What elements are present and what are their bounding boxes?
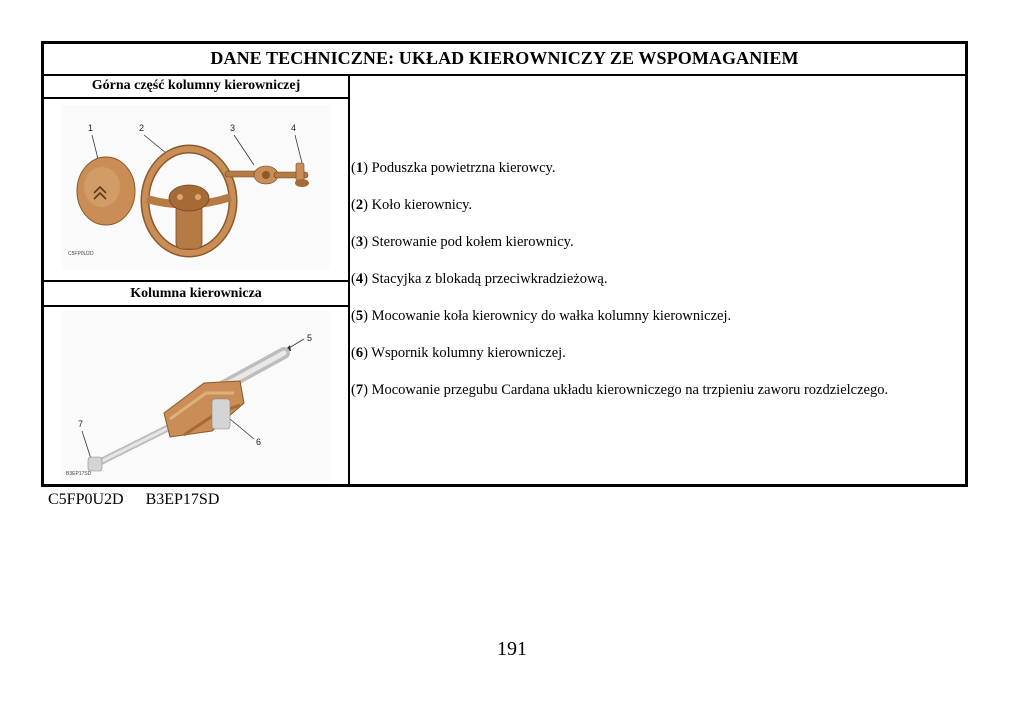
steering-column-illustration (44, 307, 348, 487)
left-column (44, 74, 350, 484)
image-ref-upper: C5FP0U2D (68, 251, 94, 257)
image-ref-column: B3EP17SD (66, 471, 92, 477)
list-item: (3) Sterowanie pod kołem kierownicy. (351, 234, 574, 250)
airbag-drawing (77, 157, 135, 225)
steering-column-caption: Kolumna kierownicza (44, 280, 348, 307)
image-code: C5FP0U2D (48, 491, 124, 508)
callout-6: 6 (256, 437, 262, 447)
list-item: (5) Mocowanie koła kierownicy do wałka kolumny kierowniczej. (351, 308, 732, 324)
steering-parts-drawing (44, 99, 348, 280)
callout-3: 3 (230, 123, 236, 133)
list-item: (2) Koło kierownicy. (351, 197, 473, 213)
callout-1: 1 (88, 123, 94, 133)
callout-7: 7 (78, 419, 84, 429)
steering-column-drawing (44, 307, 348, 487)
page-number: 191 (497, 638, 527, 660)
parts-description-list (351, 158, 951, 417)
callout-2: 2 (139, 123, 145, 133)
page-title: DANE TECHNICZNE: UKŁAD KIEROWNICZY ZE WSPOMAGANIEM (44, 44, 965, 76)
list-item: (4) Stacyjka z blokadą przeciwkradzieżową. (351, 271, 608, 287)
upper-column-caption: Górna część kolumny kierowniczej (44, 74, 348, 99)
list-item: (7) Mocowanie przegubu Cardana układu kierowniczego na trzpieniu zaworu rozdzielczego. (351, 382, 889, 398)
list-item: (1) Poduszka powietrzna kierowcy. (351, 160, 556, 176)
callout-5: 5 (307, 333, 313, 343)
image-code: B3EP17SD (145, 491, 220, 508)
upper-column-illustration (44, 99, 348, 280)
callout-4: 4 (291, 123, 297, 133)
image-codes (48, 491, 241, 509)
list-item: (6) Wspornik kolumny kierowniczej. (351, 345, 566, 361)
